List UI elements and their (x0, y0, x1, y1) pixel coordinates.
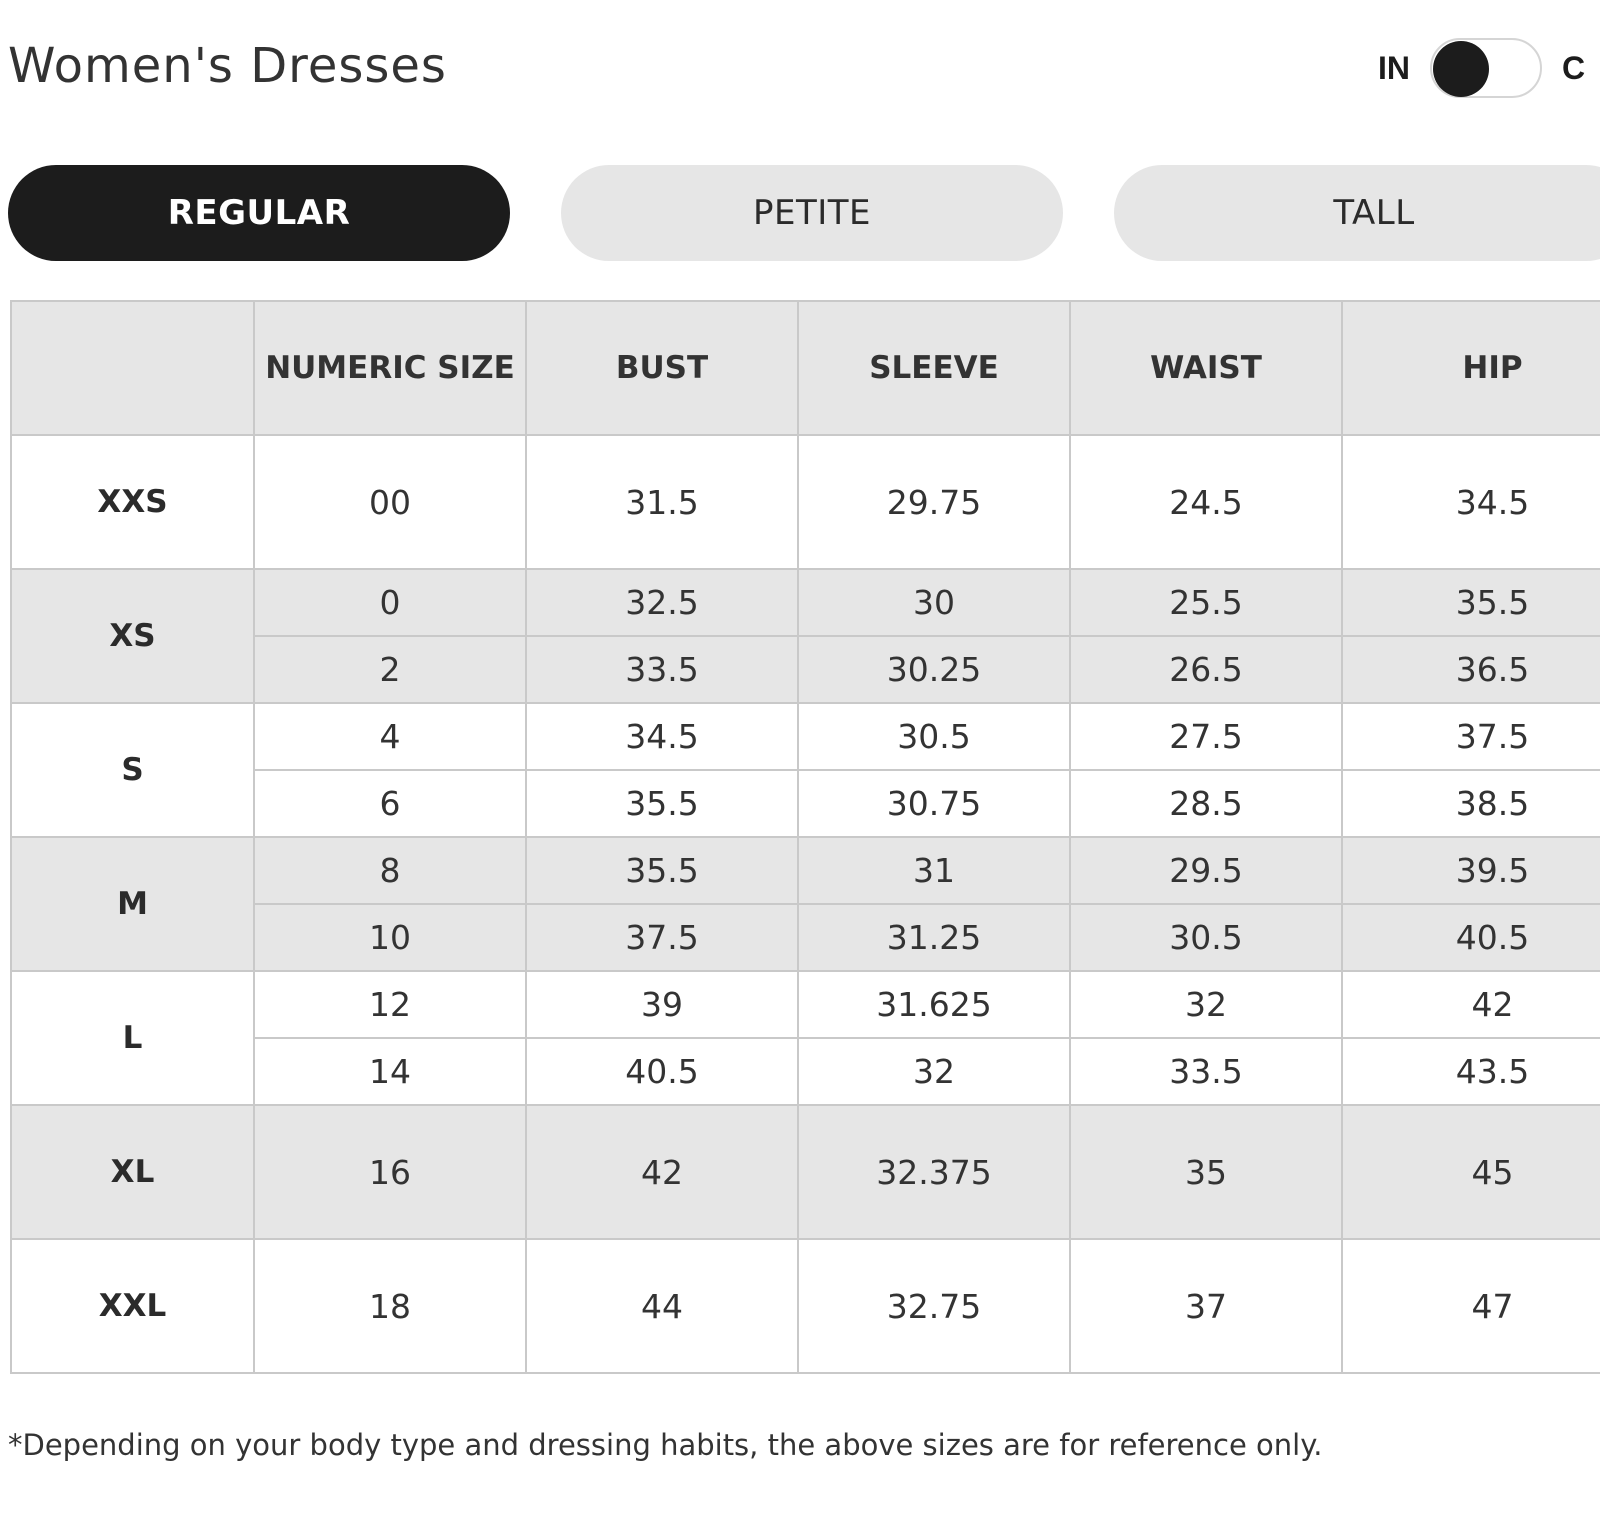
sleeve-cell: 30.5 (798, 703, 1070, 770)
unit-label-centimeters: C (1562, 50, 1586, 86)
bust-cell: 44 (526, 1239, 798, 1373)
size-label: L (11, 971, 254, 1105)
waist-cell: 27.5 (1070, 703, 1342, 770)
hip-cell: 35.5 (1342, 569, 1600, 636)
hip-cell: 40.5 (1342, 904, 1600, 971)
table-row (11, 1105, 1600, 1239)
table-row (11, 837, 1600, 904)
bust-cell: 37.5 (526, 904, 798, 971)
table-row (11, 1239, 1600, 1373)
table-row (11, 569, 1600, 636)
waist-cell: 33.5 (1070, 1038, 1342, 1105)
size-label: S (11, 703, 254, 837)
header-size (11, 301, 254, 435)
hip-cell: 39.5 (1342, 837, 1600, 904)
size-chart-table (10, 300, 1600, 1374)
tab-petite[interactable]: PETITE (561, 165, 1063, 261)
hip-cell: 34.5 (1342, 435, 1600, 569)
waist-cell: 35 (1070, 1105, 1342, 1239)
bust-cell: 33.5 (526, 636, 798, 703)
sleeve-cell: 30.75 (798, 770, 1070, 837)
numeric-cell: 0 (254, 569, 526, 636)
header-sleeve: SLEEVE (798, 301, 1070, 435)
sleeve-cell: 31.625 (798, 971, 1070, 1038)
waist-cell: 28.5 (1070, 770, 1342, 837)
numeric-cell: 18 (254, 1239, 526, 1373)
table-row (11, 971, 1600, 1038)
sleeve-cell: 30 (798, 569, 1070, 636)
sleeve-cell: 32.375 (798, 1105, 1070, 1239)
numeric-cell: 12 (254, 971, 526, 1038)
numeric-cell: 4 (254, 703, 526, 770)
waist-cell: 32 (1070, 971, 1342, 1038)
sleeve-cell: 31 (798, 837, 1070, 904)
bust-cell: 35.5 (526, 770, 798, 837)
bust-cell: 42 (526, 1105, 798, 1239)
hip-cell: 36.5 (1342, 636, 1600, 703)
size-label: XXS (11, 435, 254, 569)
unit-toggle-switch[interactable] (1430, 38, 1542, 98)
sleeve-cell: 31.25 (798, 904, 1070, 971)
table-row (11, 703, 1600, 770)
numeric-cell: 6 (254, 770, 526, 837)
page-title: Women's Dresses (8, 38, 447, 94)
bust-cell: 31.5 (526, 435, 798, 569)
size-label: M (11, 837, 254, 971)
waist-cell: 29.5 (1070, 837, 1342, 904)
hip-cell: 38.5 (1342, 770, 1600, 837)
header-waist: WAIST (1070, 301, 1342, 435)
sleeve-cell: 30.25 (798, 636, 1070, 703)
waist-cell: 25.5 (1070, 569, 1342, 636)
hip-cell: 45 (1342, 1105, 1600, 1239)
hip-cell: 43.5 (1342, 1038, 1600, 1105)
header-numeric-size: NUMERIC SIZE (254, 301, 526, 435)
waist-cell: 24.5 (1070, 435, 1342, 569)
hip-cell: 37.5 (1342, 703, 1600, 770)
hip-cell: 42 (1342, 971, 1600, 1038)
waist-cell: 37 (1070, 1239, 1342, 1373)
tab-regular[interactable]: REGULAR (8, 165, 510, 261)
bust-cell: 40.5 (526, 1038, 798, 1105)
bust-cell: 32.5 (526, 569, 798, 636)
header-hip: HIP (1342, 301, 1600, 435)
numeric-cell: 2 (254, 636, 526, 703)
numeric-cell: 00 (254, 435, 526, 569)
bust-cell: 39 (526, 971, 798, 1038)
hip-cell: 47 (1342, 1239, 1600, 1373)
bust-cell: 35.5 (526, 837, 798, 904)
size-label: XL (11, 1105, 254, 1239)
size-label: XXL (11, 1239, 254, 1373)
sleeve-cell: 29.75 (798, 435, 1070, 569)
numeric-cell: 10 (254, 904, 526, 971)
tab-tall[interactable]: TALL (1114, 165, 1600, 261)
header-bust: BUST (526, 301, 798, 435)
table-row (11, 435, 1600, 569)
waist-cell: 26.5 (1070, 636, 1342, 703)
sleeve-cell: 32.75 (798, 1239, 1070, 1373)
numeric-cell: 16 (254, 1105, 526, 1239)
toggle-knob (1433, 41, 1489, 97)
sleeve-cell: 32 (798, 1038, 1070, 1105)
disclaimer-footnote: *Depending on your body type and dressing habits, the above sizes are for reference only. (8, 1428, 1323, 1462)
table-header-row (11, 301, 1600, 435)
numeric-cell: 8 (254, 837, 526, 904)
numeric-cell: 14 (254, 1038, 526, 1105)
bust-cell: 34.5 (526, 703, 798, 770)
size-label: XS (11, 569, 254, 703)
unit-label-inches: IN (1378, 50, 1410, 86)
waist-cell: 30.5 (1070, 904, 1342, 971)
